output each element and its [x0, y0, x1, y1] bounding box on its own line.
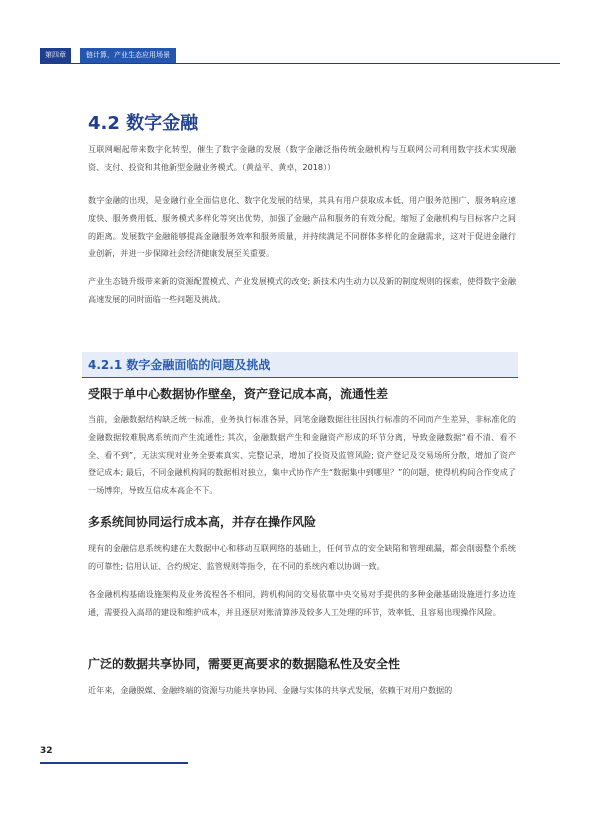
- page-header: [40, 48, 560, 64]
- page-number: 32: [40, 746, 53, 756]
- intro-paragraph-2: 数字金融的出现，是金融行业全面信息化、数字化发展的结果，其具有用户获取成本低、用户服务范围广、服务响应速度快、服务费用低、服务模式多样化等突出优势，加强了金融产品和服务的有效分配，缩短了金融机构与目标客户之间的距离。发展数字金融能够提高金融服务效率和服务质量，并持续满足不同群体多样化的金融需求，这对于促进金融行业创新，并进一步保障社会经济健康发展至关重要。: [88, 195, 516, 259]
- subsection-title: 4.2.1 数字金融面临的问题及挑战: [88, 358, 271, 372]
- topic-2-paragraph-1: 现有的金融信息系统构建在大数据中心和移动互联网络的基础上，任何节点的安全缺陷和管理疏漏，都会削弱整个系统的可靠性; 信用认证、合约规定、监管规则等指令，在不同的系统内难以协调一致。: [88, 543, 516, 571]
- topic-heading-3: 广泛的数据共享协同，需要更高要求的数据隐私性及安全性: [88, 657, 401, 671]
- topic-heading-1: 受限于单中心数据协作壁垒，资产登记成本高，流通性差: [88, 387, 389, 401]
- topic-heading-2: 多系统间协同运行成本高，并存在操作风险: [88, 515, 317, 529]
- chapter-label: 第四章: [40, 48, 71, 63]
- intro-paragraph-3: 产业生态链升级带来新的资源配置模式、产业发展模式的改变; 新技术内生动力以及新的制度规则的探索，使得数字金融高速发展的同时面临一些问题及挑战。: [88, 276, 516, 304]
- header-rule: [40, 63, 560, 64]
- topic-2-paragraph-2: 各金融机构基础设施架构及业务流程各不相同，跨机构间的交易依靠中央交易对手提供的多种金融基础设施进行多边连通，需要投入高昂的建设和维护成本，并且逐层对账清算涉及较多人工处理的环节，效率低、且容易出现操作风险。: [88, 589, 516, 617]
- topic-3-paragraph-1: 近年来，金融脱媒、金融终端的资源与功能共享协同、金融与实体的共享式发展，依赖于对用户数据的: [88, 685, 453, 695]
- subsection-banner: [82, 352, 518, 378]
- section-title: 4.2 数字金融: [88, 113, 199, 134]
- footer-rule: [40, 762, 188, 764]
- subsection-rule: [82, 377, 518, 378]
- running-title: 链计算，产业生态应用场景: [80, 48, 176, 63]
- topic-1-paragraph-1: 当前，金融数据结构缺乏统一标准，业务执行标准各异，同笔金融数据往往因执行标准的不同而产生差异，非标准化的金融数据较难脱离系统而产生流通性; 其次，金融数据产生和金融资产形成的环节分离，导致金融数据“看不清、看不全、看不到”，无法实现对业务全要素真实、完整记录，增加了投资及监管风险; 资产登记及交易场所分散，增加了资产登记成本; 最后，不同金融机构间的数据相对独立，集中式协作产生“数据集中到哪里？”的问题，使得机构间合作变成了一场博弈，导致互信成本高企不下。: [88, 414, 516, 496]
- intro-paragraph-1: 互联网崛起带来数字化转型，催生了数字金融的发展（数字金融泛指传统金融机构与互联网公司利用数字技术实现融资、支付、投资和其他新型金融业务模式。（黄益平、黄卓，2018））: [88, 144, 516, 172]
